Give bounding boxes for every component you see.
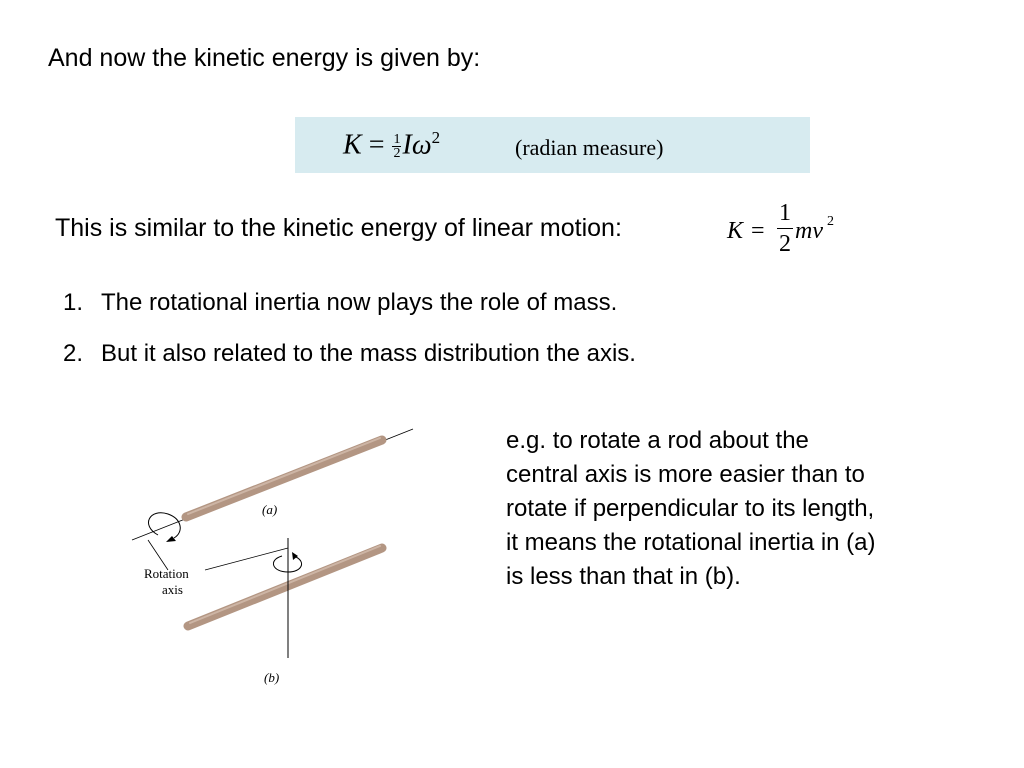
rotation-arrow-b-icon bbox=[273, 556, 301, 572]
label-b: (b) bbox=[264, 670, 280, 685]
linear-ke-equation bbox=[727, 200, 847, 268]
list-text: The rotational inertia now plays the role of mass. bbox=[101, 289, 618, 316]
arrowhead-b-icon bbox=[292, 552, 298, 560]
rod-b bbox=[188, 548, 382, 626]
lin-fraction bbox=[777, 200, 793, 257]
example-line: rotate if perpendicular to its length, bbox=[506, 495, 875, 522]
list-text: But it also related to the mass distribution the axis. bbox=[101, 340, 636, 367]
rod-b-highlight bbox=[190, 546, 380, 623]
example-paragraph bbox=[506, 424, 976, 594]
eq-omega: ω bbox=[411, 129, 432, 161]
rod-a bbox=[186, 440, 382, 517]
lin-mv: mv bbox=[795, 218, 823, 244]
rotation-axis-label-line2: axis bbox=[162, 582, 183, 597]
eq-frac-den: 2 bbox=[393, 146, 401, 162]
example-line: central axis is more easier than to bbox=[506, 461, 865, 488]
rotation-axis-label-line1: Rotation bbox=[144, 566, 189, 581]
rod-a-highlight bbox=[188, 438, 380, 514]
lin-frac-bar bbox=[777, 228, 793, 229]
rotation-arrow-a-icon bbox=[149, 513, 181, 538]
lin-power: 2 bbox=[827, 214, 834, 229]
example-line: is less than that in (b). bbox=[506, 563, 741, 590]
intro-text: And now the kinetic energy is given by: bbox=[48, 44, 481, 72]
eq-frac-num: 1 bbox=[393, 132, 401, 148]
eq-power: 2 bbox=[431, 128, 441, 147]
list-number: 2. bbox=[63, 340, 84, 367]
example-line: e.g. to rotate a rod about the bbox=[506, 427, 809, 454]
lin-k: K bbox=[727, 218, 744, 244]
eq-fraction bbox=[392, 133, 401, 160]
list-number: 1. bbox=[63, 289, 84, 316]
eq-inertia: I bbox=[402, 129, 412, 161]
list-item bbox=[63, 289, 617, 317]
lin-frac-num: 1 bbox=[779, 200, 791, 226]
example-line: it means the rotational inertia in (a) bbox=[506, 529, 876, 556]
lin-eq-sign: = bbox=[751, 218, 765, 244]
label-a: (a) bbox=[262, 502, 278, 517]
list-item bbox=[63, 340, 636, 368]
lin-frac-den: 2 bbox=[779, 231, 791, 257]
eq-note: (radian measure) bbox=[515, 135, 664, 160]
similar-text: This is similar to the kinetic energy of linear motion: bbox=[55, 214, 622, 242]
rotational-ke-equation bbox=[343, 128, 440, 161]
arrowhead-a-icon bbox=[166, 536, 176, 542]
rod-rotation-figure bbox=[120, 420, 440, 700]
eq-lhs: K bbox=[343, 129, 362, 161]
kinetic-energy-equation-box bbox=[295, 117, 810, 173]
eq-sign: = bbox=[368, 129, 385, 161]
